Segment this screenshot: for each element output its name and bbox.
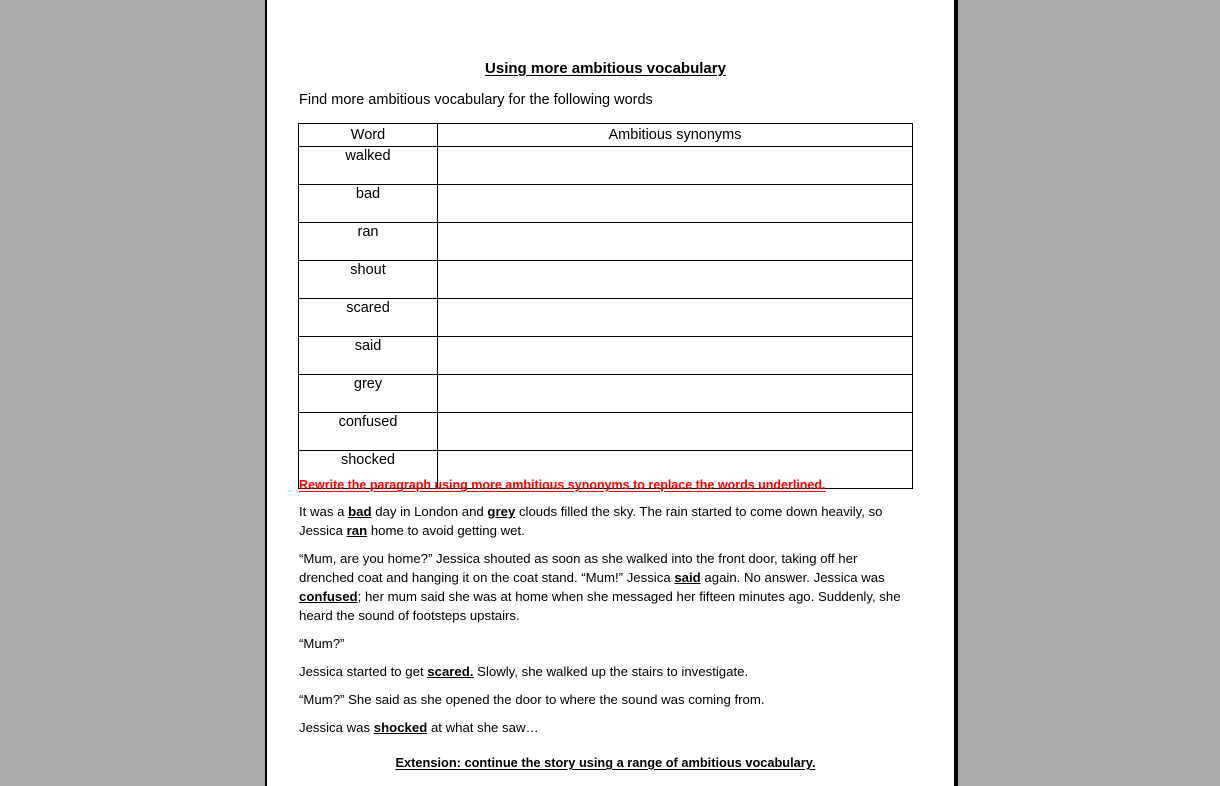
table-header-row — [299, 124, 913, 147]
underlined-word: bad — [348, 504, 372, 519]
synonym-answer-cell[interactable] — [438, 375, 913, 413]
document-page — [265, 0, 958, 786]
intro-instruction: Find more ambitious vocabulary for the following words — [299, 92, 653, 108]
word-cell: walked — [299, 147, 438, 185]
word-cell: shout — [299, 261, 438, 299]
table-row — [299, 261, 913, 299]
story-paragraph — [299, 662, 910, 681]
table-row — [299, 299, 913, 337]
story-text-segment: day in London and — [371, 504, 488, 519]
story-text-segment: clouds filled the sky. The rain started to come down heavily, so Jessica — [299, 504, 883, 538]
synonym-answer-cell[interactable] — [438, 413, 913, 451]
column-header-word: Word — [299, 124, 438, 147]
story-paragraph — [299, 502, 910, 540]
story-text-segment: Slowly, she walked up the stairs to investigate. — [473, 664, 749, 679]
underlined-word: ran — [346, 523, 368, 538]
story-text-segment: Jessica was — [299, 720, 374, 735]
story-text-segment: ; her mum said she was at home when she messaged her fifteen minutes ago. Suddenly, she heard the sound of footsteps upstairs. — [299, 589, 901, 623]
story-text-segment: again. No answer. Jessica was — [700, 570, 885, 585]
story-paragraph — [299, 634, 910, 653]
story-text-segment: at what she saw… — [427, 720, 539, 735]
synonym-answer-cell[interactable] — [438, 337, 913, 375]
story-text-segment: “Mum, are you home?” Jessica shouted as soon as she walked into the front door, taking off her drenched coat and hanging it on the coat stand. “Mum!” Jessica — [299, 551, 858, 585]
underlined-word: scared. — [427, 664, 474, 679]
table-row — [299, 337, 913, 375]
table-row — [299, 185, 913, 223]
table-header — [299, 124, 913, 147]
story-text-segment: Jessica started to get — [299, 664, 428, 679]
story-text-segment: “Mum?” She said as she opened the door to where the sound was coming from. — [299, 692, 765, 707]
story-text — [299, 502, 910, 737]
table-row — [299, 375, 913, 413]
underlined-word: shocked — [373, 720, 428, 735]
synonym-answer-cell[interactable] — [438, 185, 913, 223]
word-cell: ran — [299, 223, 438, 261]
word-cell: grey — [299, 375, 438, 413]
word-cell: shocked — [299, 451, 438, 489]
synonym-answer-cell[interactable] — [438, 223, 913, 261]
word-cell: bad — [299, 185, 438, 223]
story-text-segment: home to avoid getting wet. — [367, 523, 525, 538]
story-paragraph — [299, 549, 910, 625]
document-content-area — [293, 0, 933, 786]
story-paragraph — [299, 690, 910, 709]
table-row — [299, 147, 913, 185]
page-title-text: Using more ambitious vocabulary — [485, 60, 726, 77]
word-cell: scared — [299, 299, 438, 337]
extension-task — [293, 755, 918, 770]
word-cell: confused — [299, 413, 438, 451]
underlined-word: confused — [299, 589, 358, 604]
underlined-word: grey — [487, 504, 516, 519]
story-text-segment: It was a — [299, 504, 349, 519]
rewrite-instruction: Rewrite the paragraph using more ambitious synonyms to replace the words underlined. — [299, 478, 826, 492]
table-body — [299, 147, 913, 489]
extension-task-text: Extension: continue the story using a range of ambitious vocabulary. — [395, 755, 816, 770]
word-cell: said — [299, 337, 438, 375]
table-row — [299, 223, 913, 261]
table-row — [299, 413, 913, 451]
underlined-word: said — [674, 570, 701, 585]
story-paragraph — [299, 718, 910, 737]
vocabulary-table — [298, 123, 913, 489]
synonym-answer-cell[interactable] — [438, 147, 913, 185]
synonym-answer-cell[interactable] — [438, 261, 913, 299]
story-text-segment: “Mum?” — [299, 636, 345, 651]
column-header-synonyms: Ambitious synonyms — [438, 124, 913, 147]
synonym-answer-cell[interactable] — [438, 299, 913, 337]
page-title — [293, 60, 918, 77]
